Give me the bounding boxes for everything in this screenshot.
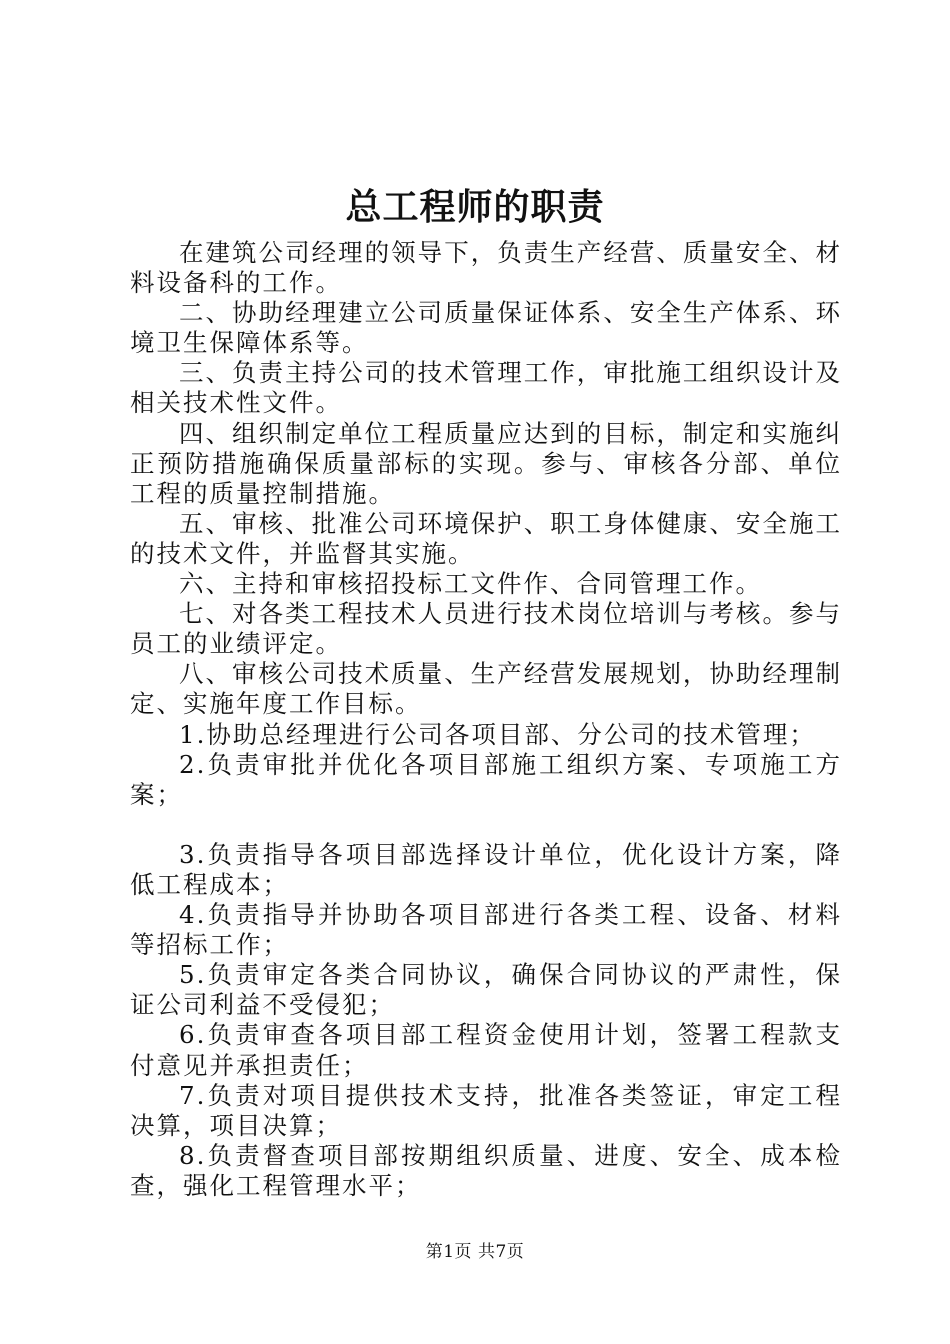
paragraph-item-8: 八、审核公司技术质量、生产经营发展规划，协助经理制定、实施年度工作目标。 bbox=[130, 659, 842, 719]
list-item-1: 1.协助总经理进行公司各项目部、分公司的技术管理； bbox=[179, 719, 816, 749]
list-item-5: 5.负责审定各类合同协议，确保合同协议的严肃性，保证公司利益不受侵犯； bbox=[130, 960, 842, 1020]
document-title: 总工程师的职责 bbox=[345, 186, 605, 228]
paragraph-item-2: 二、协助经理建立公司质量保证体系、安全生产体系、环境卫生保障体系等。 bbox=[130, 298, 842, 358]
page-number-footer: 第1页 共7页 bbox=[425, 1242, 525, 1262]
list-item-3: 3.负责指导各项目部选择设计单位，优化设计方案，降低工程成本； bbox=[130, 839, 842, 899]
list-item-8: 8.负责督查项目部按期组织质量、进度、安全、成本检查，强化工程管理水平； bbox=[130, 1140, 842, 1200]
paragraph-item-4: 四、组织制定单位工程质量应达到的目标，制定和实施纠正预防措施确保质量部标的实现。参与、审核各分部、单位工程的质量控制措施。 bbox=[130, 418, 842, 508]
list-item-4: 4.负责指导并协助各项目部进行各类工程、设备、材料等招标工作； bbox=[130, 900, 842, 960]
document-body bbox=[130, 238, 842, 1201]
blank-line bbox=[130, 810, 842, 840]
paragraph-item-6: 六、主持和审核招投标工文件作、合同管理工作。 bbox=[179, 569, 762, 599]
paragraph-item-5: 五、审核、批准公司环境保护、职工身体健康、安全施工的技术文件，并监督其实施。 bbox=[130, 508, 842, 568]
list-item-6: 6.负责审查各项目部工程资金使用计划，签署工程款支付意见并承担责任； bbox=[130, 1020, 842, 1080]
list-item-7: 7.负责对项目提供技术支持，批准各类签证，审定工程决算，项目决算； bbox=[130, 1080, 842, 1140]
paragraph-intro: 在建筑公司经理的领导下，负责生产经营、质量安全、材料设备科的工作。 bbox=[130, 238, 842, 298]
paragraph-item-3: 三、负责主持公司的技术管理工作，审批施工组织设计及相关技术性文件。 bbox=[130, 358, 842, 418]
paragraph-item-7: 七、对各类工程技术人员进行技术岗位培训与考核。参与员工的业绩评定。 bbox=[130, 599, 842, 659]
list-item-2: 2.负责审批并优化各项目部施工组织方案、专项施工方案； bbox=[130, 749, 842, 809]
